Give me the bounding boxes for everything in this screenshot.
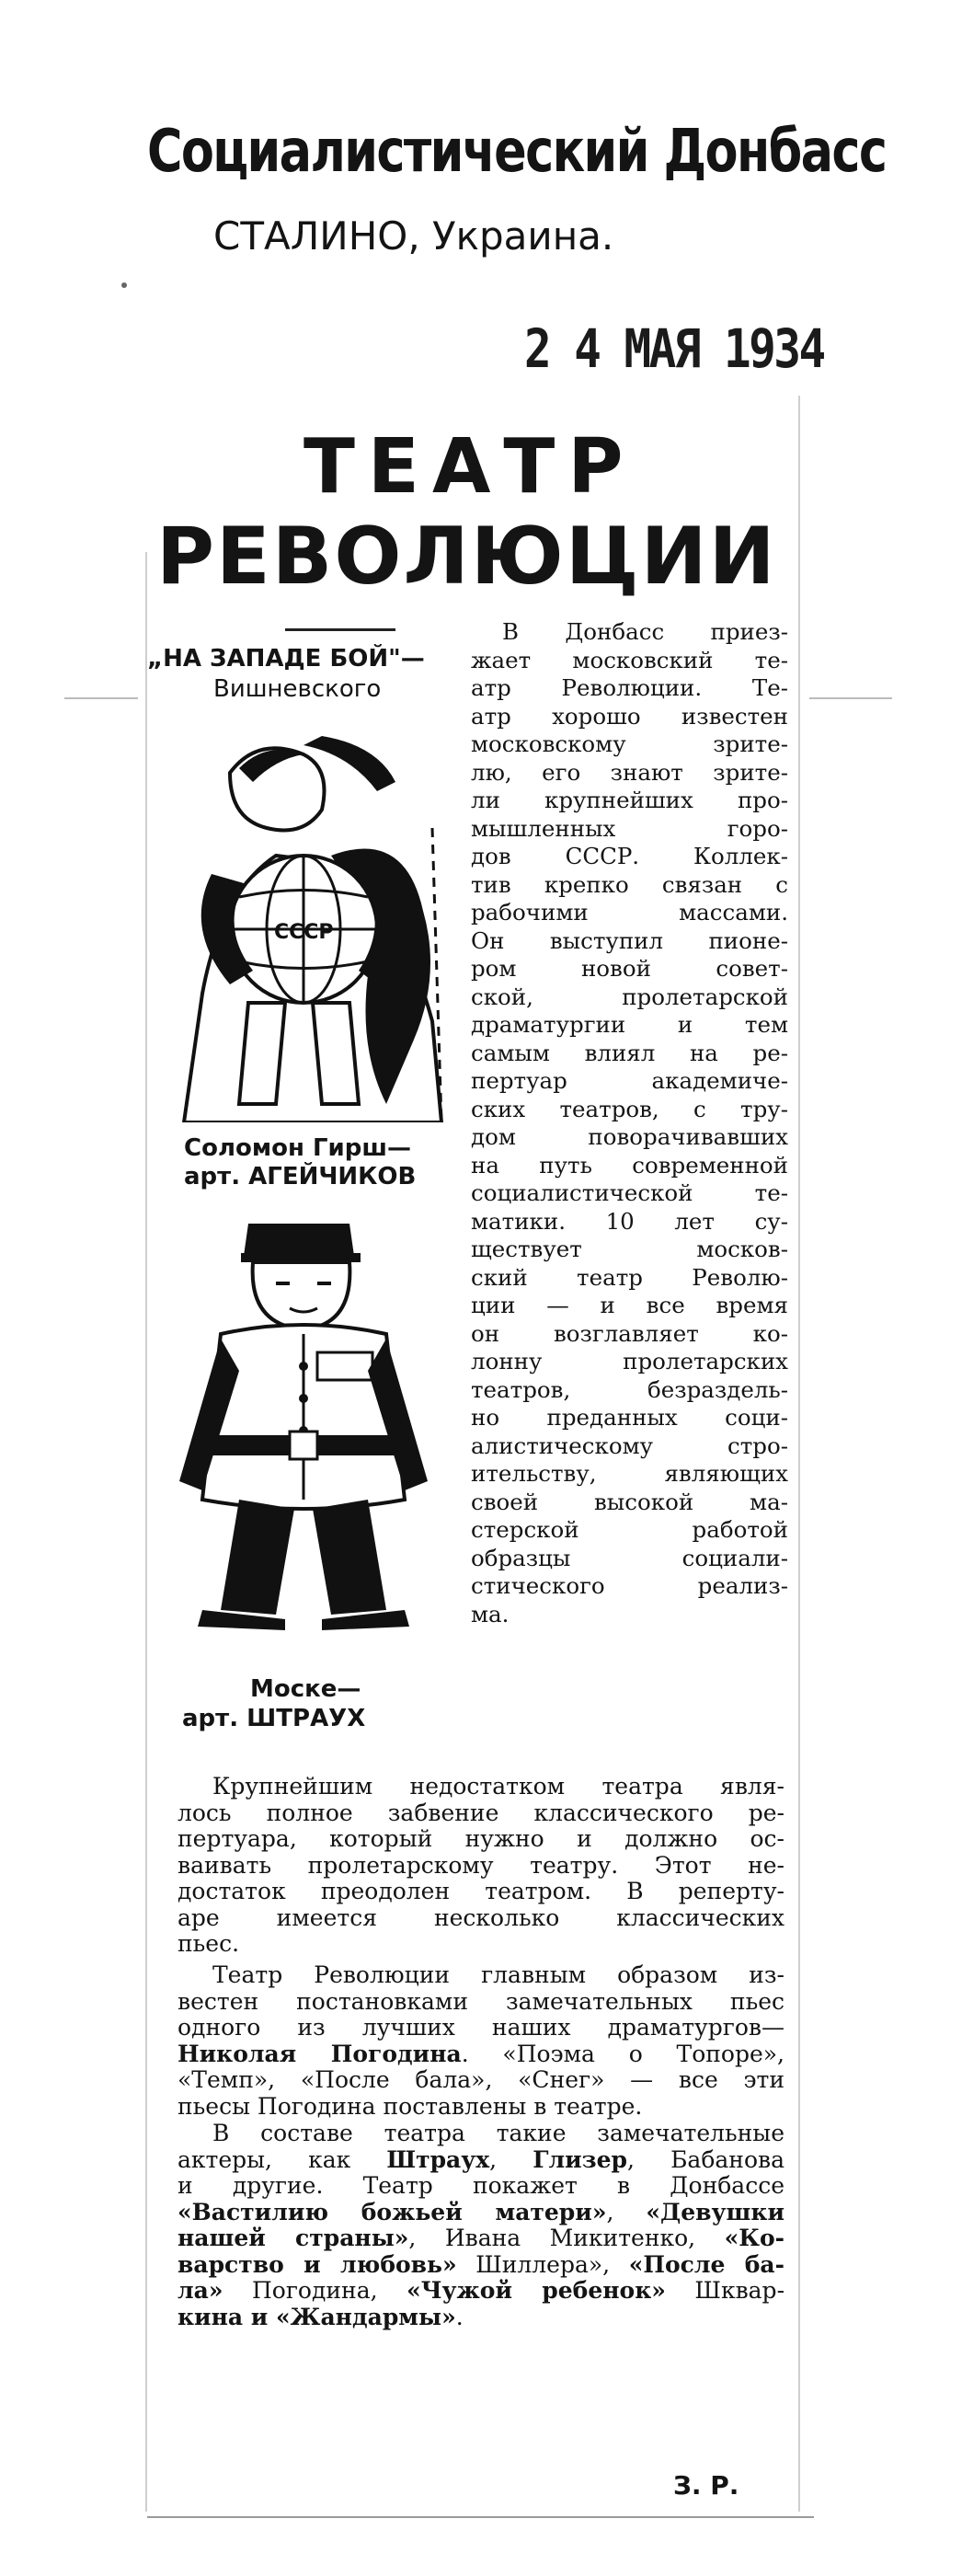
clipping-edge-left xyxy=(145,552,147,2512)
play-title: «Ко- xyxy=(724,2225,784,2251)
paragraph-1-line: ваивать пролетарскому театру. Этот не- xyxy=(178,1852,784,1879)
text-span: , Ивана Микитенко, xyxy=(408,2225,725,2251)
column-line: драматургии и тем xyxy=(471,1011,788,1038)
column-line: атр Революции. Те- xyxy=(471,674,788,701)
column-line: ществует москов- xyxy=(471,1236,788,1262)
paragraph-1-line: аре имеется несколько классических xyxy=(178,1904,784,1931)
paragraph-3-line xyxy=(178,2225,784,2252)
column-line: дов СССР. Коллек- xyxy=(471,843,788,869)
paragraph-2-line: «Темп», «После бала», «Снег» — все эти xyxy=(178,2067,784,2093)
play-title: «После ба- xyxy=(628,2251,784,2278)
column-line: лонну пролетарских xyxy=(471,1348,788,1374)
article-column xyxy=(471,618,788,1628)
paragraph-3-line xyxy=(178,2252,784,2279)
column-line: ских театров, с тру- xyxy=(471,1095,788,1122)
clipping-edge-right xyxy=(798,396,800,2512)
text-span: , xyxy=(627,2146,671,2173)
column-line: мышленных горо- xyxy=(471,814,788,842)
play-title: варство и любовь» xyxy=(178,2251,457,2278)
column-line: стического реализ- xyxy=(471,1572,788,1599)
text-span: актеры, как xyxy=(178,2146,387,2173)
paragraph-1-line: лось полное забвение классического ре- xyxy=(178,1800,784,1826)
playwright-name: Николая Погодина xyxy=(178,2041,462,2067)
paragraph-2-line: Театр Революции главным образом из- xyxy=(212,1962,784,1988)
paragraph-3-line: В составе театра такие замечательные xyxy=(212,2121,784,2146)
column-line: социалистической те- xyxy=(471,1179,788,1206)
text-span: Погодина, xyxy=(223,2278,407,2304)
headline-line-1: ТЕАТР xyxy=(303,423,636,511)
column-line: пертуар академиче- xyxy=(471,1067,788,1094)
paragraph-2-line: вестен постановками замечательных пьес xyxy=(178,1988,784,2015)
actor-name: Штраух xyxy=(386,2146,490,2173)
paragraph-2-line: одного из лучших наших драматургов— xyxy=(178,2015,784,2041)
text-span: , xyxy=(606,2199,647,2225)
column-line: но преданных соци- xyxy=(471,1404,788,1431)
actor-name: Глизер xyxy=(533,2146,627,2173)
column-line: ской, пролетарской xyxy=(471,983,788,1010)
column-line: дом поворачивавших xyxy=(471,1123,788,1150)
column-line: образцы социали- xyxy=(471,1544,788,1571)
column-line: стерской работой xyxy=(471,1516,788,1543)
caricature-uniformed-man xyxy=(166,1205,460,1638)
globe-label: СССР xyxy=(274,921,334,944)
play-title: «Вастилию божьей матери» xyxy=(178,2199,607,2225)
article-paragraph-2 xyxy=(178,1962,784,2120)
newspaper-city: СТАЛИНО, Украина. xyxy=(213,213,614,259)
column-line: В Донбасс приез- xyxy=(502,618,788,645)
illustration-caption-author: Вишневского xyxy=(213,675,382,703)
paragraph-1-line: достаток преодолен театром. В реперту- xyxy=(178,1879,784,1904)
column-line: на путь современной xyxy=(471,1151,788,1179)
date-stamp: 2 4 МАЯ 1934 xyxy=(524,317,824,380)
headline-line-2: РЕВОЛЮЦИИ xyxy=(156,511,777,603)
text-span: Шиллера», xyxy=(456,2251,629,2278)
play-title: «Девушки xyxy=(646,2199,784,2225)
paragraph-1-line: пертуара, который нужно и должно ос- xyxy=(178,1826,784,1852)
illustration-caption-title: „НА ЗАПАДЕ БОЙ"— xyxy=(147,645,425,673)
paragraph-2-line xyxy=(178,2041,784,2068)
paragraph-3-line xyxy=(178,2200,784,2226)
paragraph-3-line xyxy=(178,2278,784,2305)
paragraph-3-line xyxy=(178,2147,784,2174)
text-span: Шквар- xyxy=(665,2278,784,2304)
column-line: лю, его знают зрите- xyxy=(471,758,788,786)
paragraph-3-line xyxy=(178,2305,784,2331)
column-line: театров, безраздель- xyxy=(471,1375,788,1403)
caption-artist-shtraukh: арт. ШТРАУХ xyxy=(182,1705,366,1732)
column-line: алистическому стро- xyxy=(471,1432,788,1459)
caption-role-girsh: Соломон Гирш— xyxy=(184,1134,411,1162)
column-line: своей высокой ма- xyxy=(471,1488,788,1515)
fold-mark-right xyxy=(809,697,892,699)
caption-artist-ageichikov: арт. АГЕЙЧИКОВ xyxy=(184,1163,417,1190)
play-title: ла» xyxy=(178,2278,223,2304)
caption-role-moske: Моске— xyxy=(250,1675,361,1703)
article-paragraph-1 xyxy=(178,1774,784,1958)
column-line: ли крупнейших про- xyxy=(471,787,788,813)
newspaper-title: Социалистический Донбасс xyxy=(147,118,887,186)
column-line: ции — и все время xyxy=(471,1292,788,1318)
actor-name: Бабанова xyxy=(670,2146,784,2173)
author-signature: З. Р. xyxy=(673,2470,739,2501)
column-line: он возглавляет ко- xyxy=(471,1319,788,1347)
caption-rule xyxy=(285,628,395,631)
paragraph-2-line: пьесы Погодина поставлены в театре. xyxy=(178,2093,643,2120)
paragraph-1-line: пьес. xyxy=(178,1931,240,1957)
text-span: , xyxy=(489,2146,533,2173)
column-line: матики. 10 лет су- xyxy=(471,1207,788,1235)
paragraph-3-line: и другие. Театр покажет в Донбассе xyxy=(178,2173,784,2199)
column-line: рабочими массами. xyxy=(471,899,788,926)
column-line: атр хорошо известен xyxy=(471,702,788,730)
column-line: ром новой совет- xyxy=(471,955,788,982)
caricature-man-with-globe xyxy=(166,718,469,1122)
column-line: Он выступил пионе- xyxy=(471,926,788,954)
column-line: ский театр Револю- xyxy=(471,1263,788,1291)
fold-mark-left xyxy=(64,697,138,699)
column-line: жает московский те- xyxy=(471,646,788,673)
paragraph-1-line: Крупнейшим недостатком театра явля- xyxy=(212,1774,784,1800)
play-title: кина и «Жандармы» xyxy=(178,2304,456,2330)
column-line: ительству, являющих xyxy=(471,1460,788,1487)
bottom-rule xyxy=(147,2516,814,2518)
text-span: . xyxy=(455,2304,464,2330)
column-line: ма. xyxy=(471,1600,510,1627)
play-title: нашей страны» xyxy=(178,2225,409,2251)
column-line: самым влиял на ре- xyxy=(471,1039,788,1066)
column-line: московскому зрите- xyxy=(471,730,788,757)
article-paragraph-3 xyxy=(178,2121,784,2330)
speck-mark xyxy=(121,282,127,288)
plays-list: . «Поэма о Топоре», xyxy=(461,2041,784,2067)
column-line: тив крепко связан с xyxy=(471,870,788,898)
play-title: «Чужой ребенок» xyxy=(407,2278,666,2304)
